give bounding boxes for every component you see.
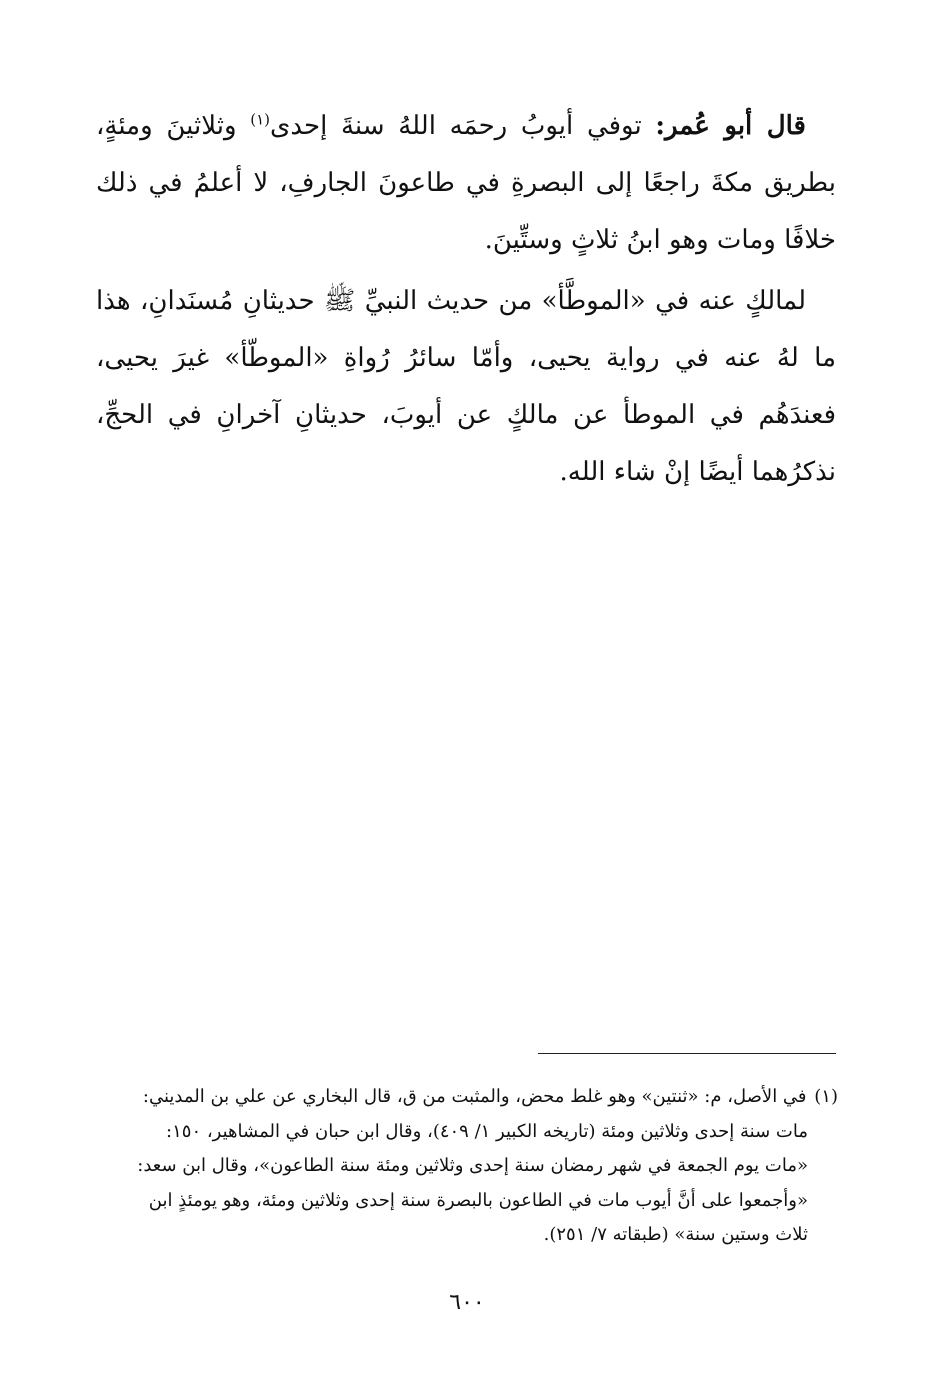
footnote-line: ثلاث وستين سنة» (طبقاته ٧/ ٢٥١). <box>543 1224 808 1245</box>
main-text <box>96 98 836 505</box>
page-number: ٦٠٠ <box>449 1290 485 1315</box>
paragraph-hadith-count: لمالكٍ عنه في «الموطَّأ» من حديث النبيِّ ﷺ حديثانِ مُسنَدانِ، هذا ما لهُ عنه في رواية يحيى، وأمّا سائرُ رُواةِ «الموطّأ» غيرَ يحيى، فعندَهُم في الموطأ عن مالكٍ عن أيوبَ، حديثانِ آخرانِ في الحجِّ، نذكرُهما أيضًا إنْ شاء الله. <box>96 286 836 487</box>
footnote-1 <box>96 1080 838 1253</box>
speaker-abu-umar: قال أبو عُمر: <box>655 111 806 141</box>
paragraph-text-part: توفي أيوبُ رحمَه اللهُ سنةَ إحدى <box>270 111 656 141</box>
footnote-divider <box>538 1053 836 1054</box>
paragraph-death-of-ayyub <box>96 98 836 269</box>
footnote-line: مات سنة إحدى وثلاثين ومئة (تاريخه الكبير ١/ ٤٠٩)، وقال ابن حبان في المشاهير، ١٥٠: <box>166 1120 808 1142</box>
footnote-line: «وأجمعوا على أنَّ أيوب مات في الطاعون بالبصرة سنة إحدى وثلاثين ومئة، وهو يومئذٍ ابن <box>148 1189 808 1211</box>
footnote-marker: (١) <box>814 1086 838 1107</box>
footnote-line <box>96 1080 838 1115</box>
footnote-line-text: في الأصل، م: «ثنتين» وهو غلط محض، والمثبت من ق، قال البخاري عن علي بن المديني: <box>142 1086 807 1107</box>
footnotes <box>96 1080 838 1253</box>
footnote-reference: (١) <box>250 110 270 129</box>
paragraph-text-part: وثلاثينَ ومئةٍ، بطريق مكةَ راجعًا إلى البصرةِ في طاعونَ الجارفِ، لا أعلمُ في ذلك خلافًا ومات وهو ابنُ ثلاثٍ وستِّينَ. <box>96 111 836 255</box>
footnote-line: «مات يوم الجمعة في شهر رمضان سنة إحدى وثلاثين ومئة سنة الطاعون»، وقال ابن سعد: <box>137 1155 808 1176</box>
